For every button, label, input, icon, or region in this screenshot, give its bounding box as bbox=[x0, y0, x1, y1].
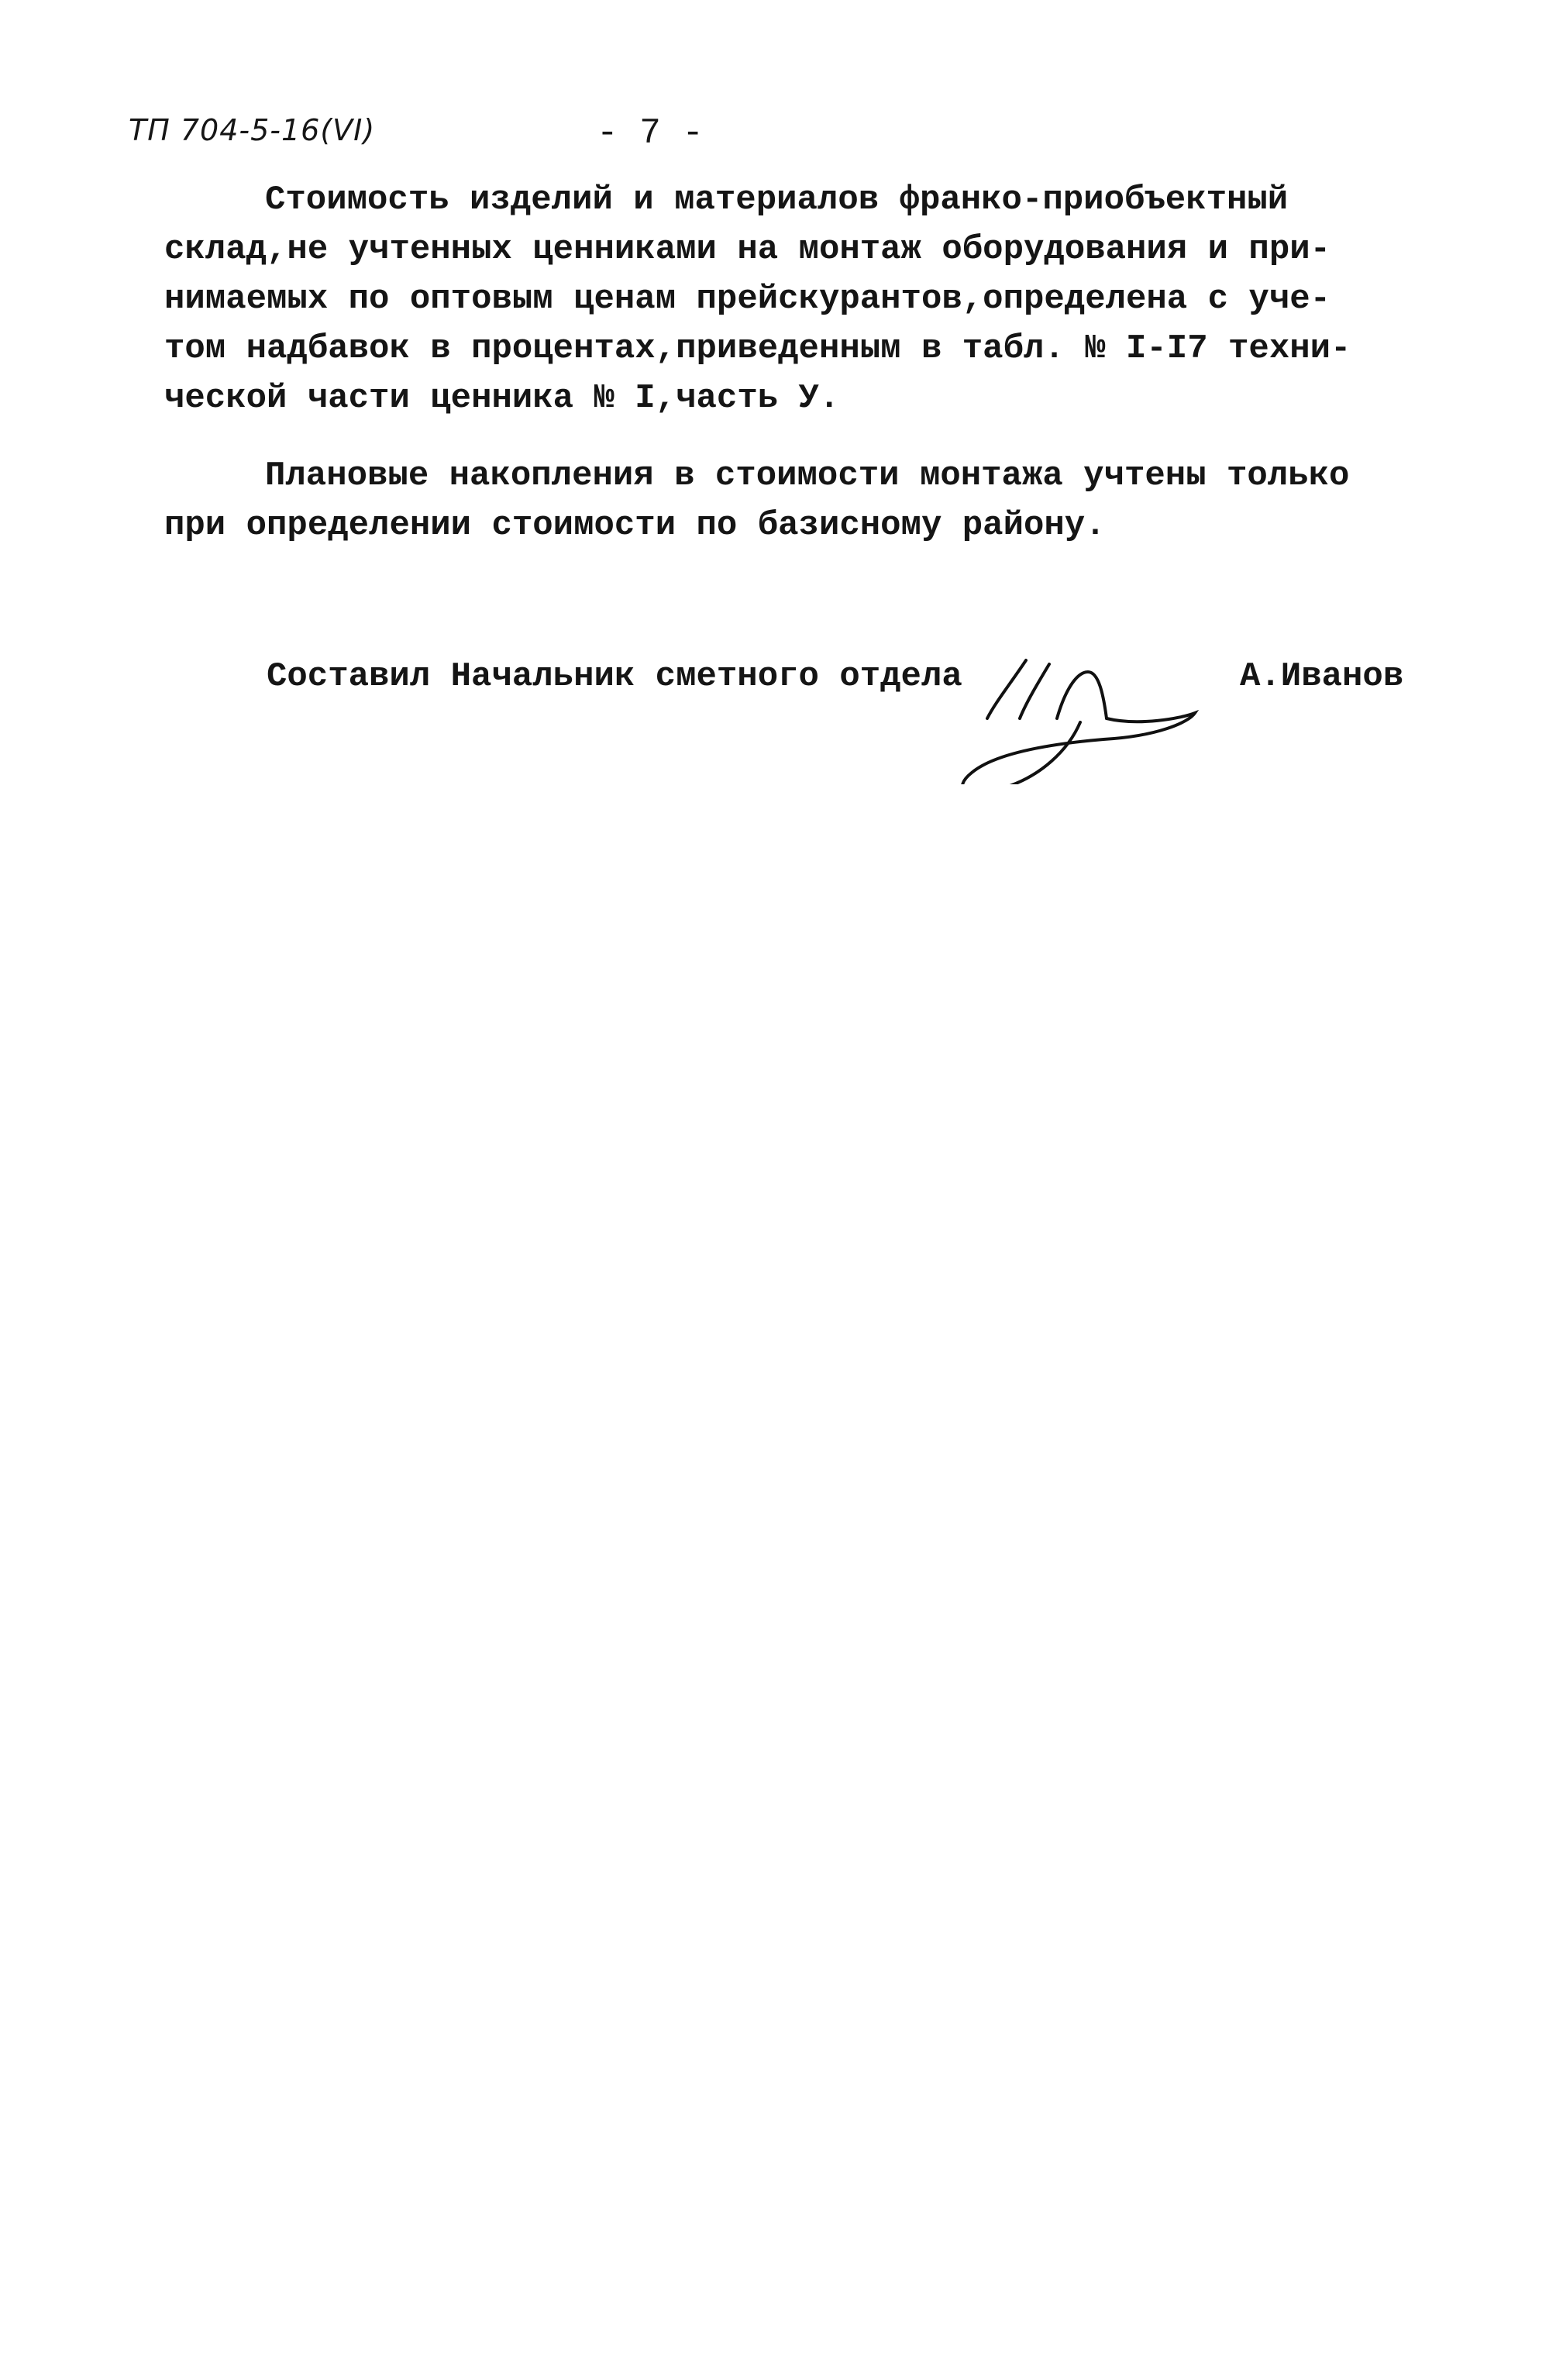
text-line: ческой части ценника № I,часть У. bbox=[164, 379, 840, 418]
signatory-name: А.Иванов bbox=[1240, 657, 1404, 696]
text-line: склад,не учтенных ценниками на монтаж оборудования и при- bbox=[164, 230, 1331, 269]
text-line: Плановые накопления в стоимости монтажа учтены только bbox=[265, 456, 1350, 495]
document-code: ТП 704-5-16(VI) bbox=[129, 113, 376, 147]
page-number: - 7 - bbox=[597, 113, 704, 153]
text-line: нимаемых по оптовым ценам прейскурантов,определена с уче- bbox=[164, 280, 1331, 319]
text-line: Стоимость изделий и материалов франко-приобъектный bbox=[265, 181, 1289, 219]
paragraph-planned-savings bbox=[164, 451, 1349, 550]
paragraph-cost-materials bbox=[164, 175, 1351, 423]
signature-role: Составил Начальник сметного отдела bbox=[267, 657, 962, 696]
text-line: при определении стоимости по базисному району. bbox=[164, 506, 1106, 545]
signature-block bbox=[267, 657, 1475, 789]
handwritten-signature bbox=[933, 645, 1212, 784]
text-line: том надбавок в процентах,приведенным в табл. № I-I7 техни- bbox=[164, 329, 1351, 368]
